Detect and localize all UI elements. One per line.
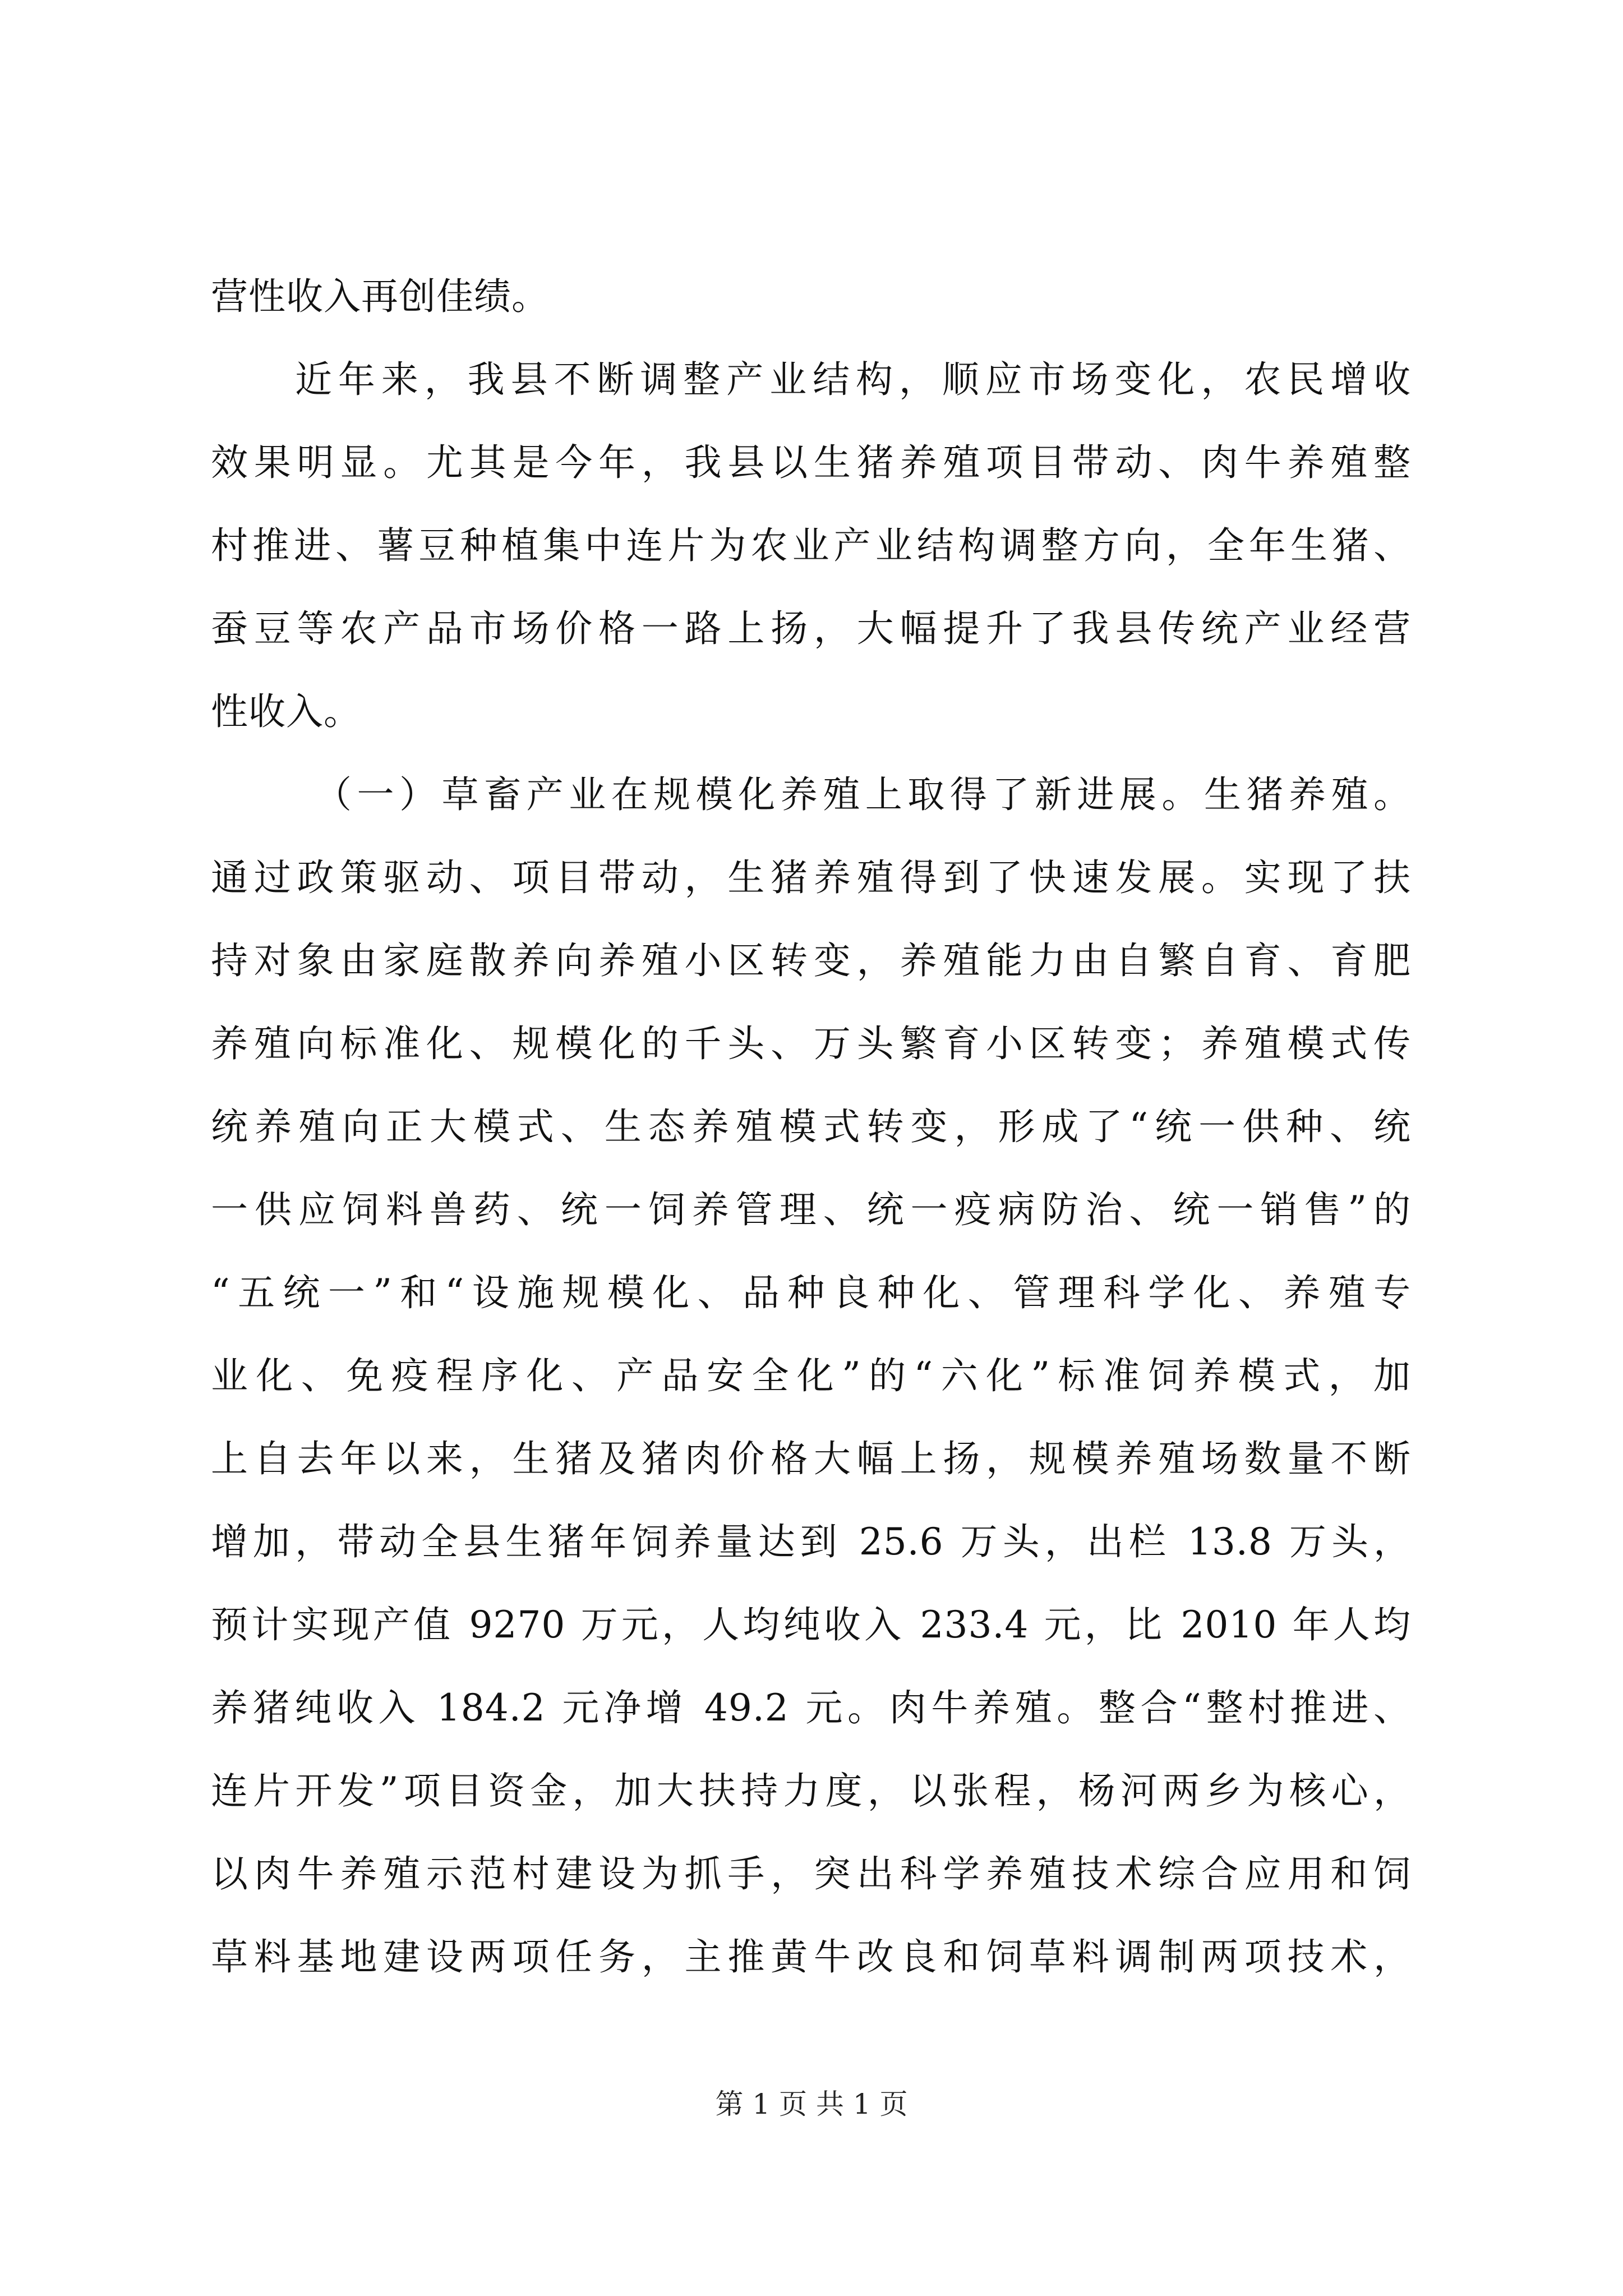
body-text — [211, 255, 1411, 1999]
text-line: 村推进、薯豆种植集中连片为农业产业结构调整方向，全年生猪、 — [211, 524, 1411, 567]
page-footer: 第 1 页 共 1 页 — [715, 2088, 908, 2120]
text-line: 养殖向标准化、规模化的千头、万头繁育小区转变；养殖模式传 — [211, 1022, 1411, 1065]
text-line: 业化、免疫程序化、产品安全化”的“六化”标准饲养模式，加 — [211, 1354, 1411, 1397]
text-line: 养猪纯收入 184.2 元净增 49.2 元。肉牛养殖。整合“整村推进、 — [211, 1686, 1411, 1729]
text-line: 性收入。 — [211, 690, 361, 733]
text-line: 预计实现产值 9270 万元，人均纯收入 233.4 元，比 2010 年人均 — [211, 1603, 1411, 1646]
text-line: 统养殖向正大模式、生态养殖模式转变，形成了“统一供种、统 — [211, 1105, 1411, 1148]
text-line: 营性收入再创佳绩。 — [211, 275, 549, 318]
text-line: 效果明显。尤其是今年，我县以生猪养殖项目带动、肉牛养殖整 — [211, 441, 1411, 484]
text-line: 上自去年以来，生猪及猪肉价格大幅上扬，规模养殖场数量不断 — [211, 1437, 1411, 1480]
text-line: 通过政策驱动、项目带动，生猪养殖得到了快速发展。实现了扶 — [211, 856, 1411, 899]
text-line: 增加，带动全县生猪年饲养量达到 25.6 万头，出栏 13.8 万头， — [211, 1520, 1411, 1563]
text-line: 蚕豆等农产品市场价格一路上扬，大幅提升了我县传统产业经营 — [211, 607, 1411, 650]
text-line: 持对象由家庭散养向养殖小区转变，养殖能力由自繁自育、育肥 — [211, 939, 1411, 982]
text-line: 一供应饲料兽药、统一饲养管理、统一疫病防治、统一销售”的 — [211, 1188, 1411, 1231]
text-line: 近年来，我县不断调整产业结构，顺应市场变化，农民增收 — [295, 358, 1411, 401]
text-line: （一）草畜产业在规模化养殖上取得了新进展。生猪养殖。 — [315, 773, 1411, 816]
text-line: “五统一”和“设施规模化、品种良种化、管理科学化、养殖专 — [211, 1271, 1411, 1314]
text-line: 连片开发”项目资金，加大扶持力度，以张程，杨河两乡为核心， — [211, 1769, 1411, 1812]
text-line: 以肉牛养殖示范村建设为抓手，突出科学养殖技术综合应用和饲 — [211, 1852, 1411, 1895]
text-line: 草料基地建设两项任务，主推黄牛改良和饲草料调制两项技术， — [211, 1935, 1411, 1978]
